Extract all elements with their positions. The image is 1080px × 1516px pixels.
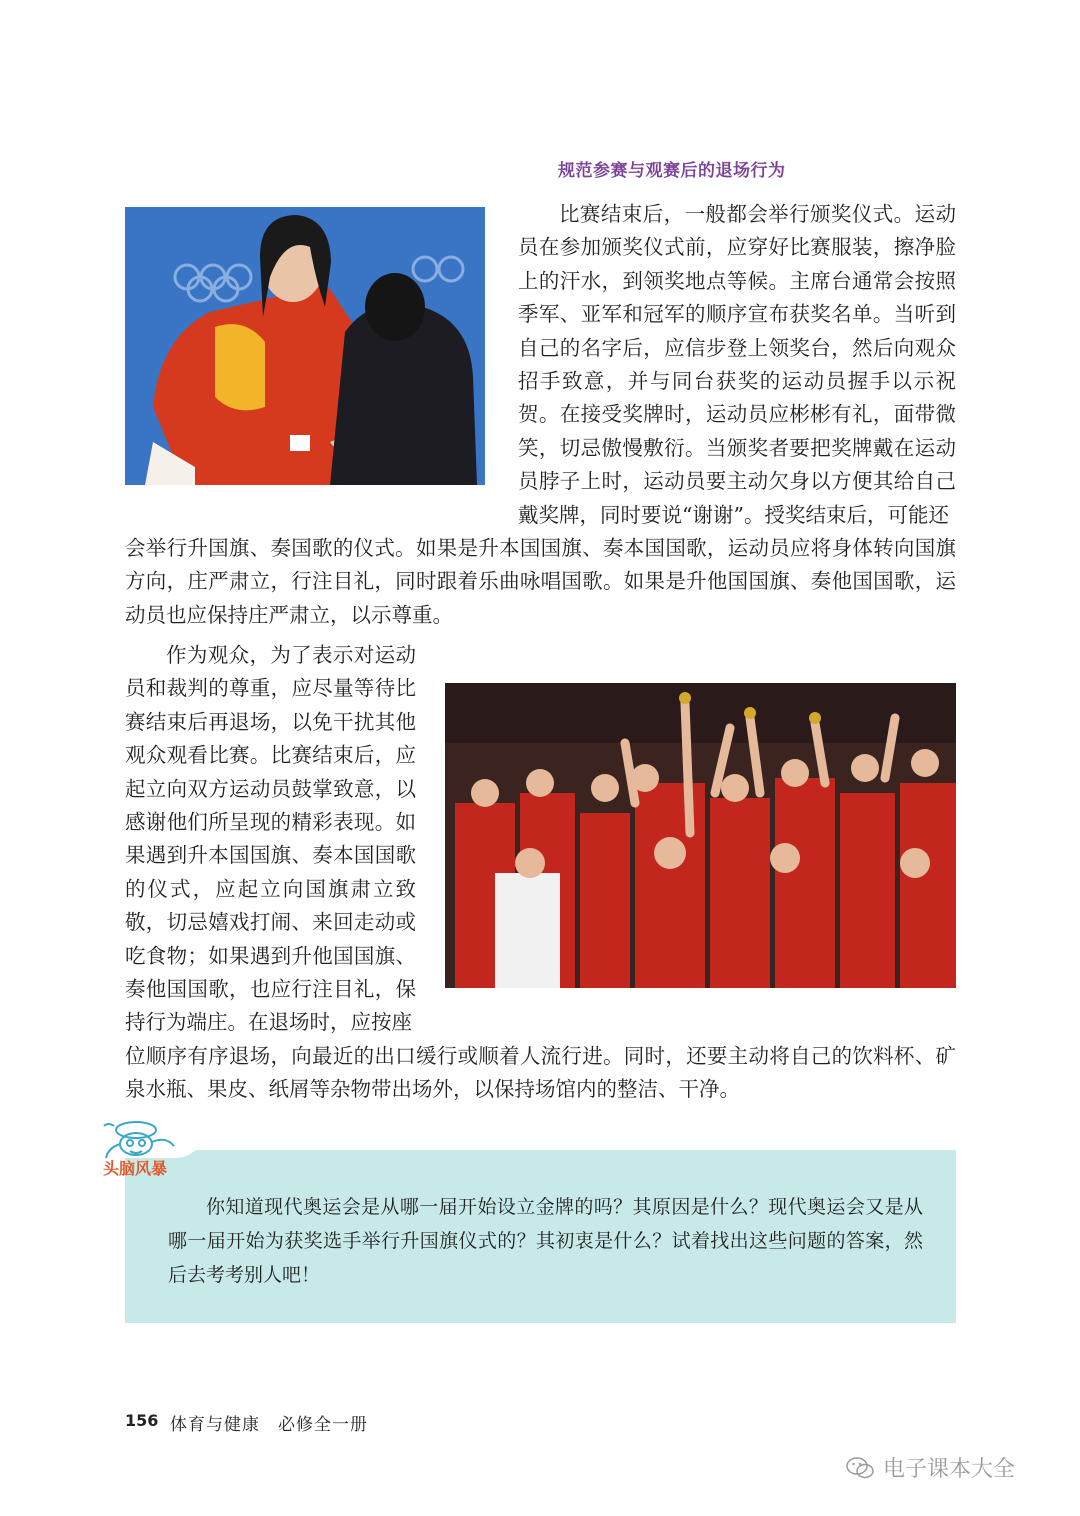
- section-title: 规范参赛与观赛后的退场行为: [558, 161, 786, 181]
- paragraph1-beside-photo: 比赛结束后，一般都会举行颁奖仪式。运动员在参加颁奖仪式前，应穿好比赛服装，擦净脸上的汗水，到领奖地点等候。主席台通常会按照季军、亚军和冠军的顺序宣布获奖名单。当听到自己的名字后，应信步登上领奖台，然后向观众招手致意，并与同台获奖的运动员握手以示祝贺。在接受奖牌时，运动员应彬彬有礼，面带微笑，切忌傲慢敷衍。当颁奖者要把奖牌戴在运动员脖子上时，运动员要主动欠身以方便其给自己戴奖牌，同时要说“谢谢”。授奖结束后，可能还: [518, 202, 956, 527]
- brainstorm-text: 你知道现代奥运会是从哪一届开始设立金牌的吗？其原因是什么？现代奥运会又是从哪一届开始为获奖选手举行升国旗仪式的？其初衷是什么？试着找出这些问题的答案，然后去考考别人吧！: [168, 1196, 923, 1286]
- wechat-icon: [845, 1456, 875, 1480]
- paragraph2-full-width: 位顺序有序退场，向最近的出口缓行或顺着人流行进。同时，还要主动将自己的饮料杯、矿泉水瓶、果皮、纸屑等杂物带出场外，以保持场馆内的整洁、干净。: [125, 1044, 956, 1102]
- paragraph1-full-width: 会举行升国旗、奏国歌的仪式。如果是升本国国旗、奏本国国歌，运动员应将身体转向国旗方向，庄严肃立，行注目礼，同时跟着乐曲咏唱国歌。如果是升他国国旗、奏他国国歌，运动员也应保持庄严肃立，以示尊重。: [125, 536, 956, 627]
- watermark-text: 电子课本大全: [883, 1457, 1016, 1482]
- paragraph2-beside-photo: 作为观众，为了表示对运动员和裁判的尊重，应尽量等待比赛结束后再退场，以免干扰其他观众观看比赛。比赛结束后，应起立向双方运动员鼓掌致意，以感谢他们所呈现的精彩表现。如果遇到升本国国旗、奏本国国歌的仪式，应起立向国旗肃立致敬，切忌嬉戏打闹、来回走动或吃食物；如果遇到升他国国旗、奏他国国歌，也应行注目礼，保持行为端庄。在退场时，应按座: [125, 643, 416, 1035]
- medal-ceremony-photo: [125, 207, 485, 485]
- brainstorm-label: 头脑风暴: [103, 1159, 168, 1178]
- team-celebration-photo: [445, 683, 956, 988]
- book-title: 体育与健康 必修全一册: [170, 1415, 368, 1435]
- watermark: [845, 1452, 1015, 1483]
- page-number: 156: [125, 1411, 159, 1430]
